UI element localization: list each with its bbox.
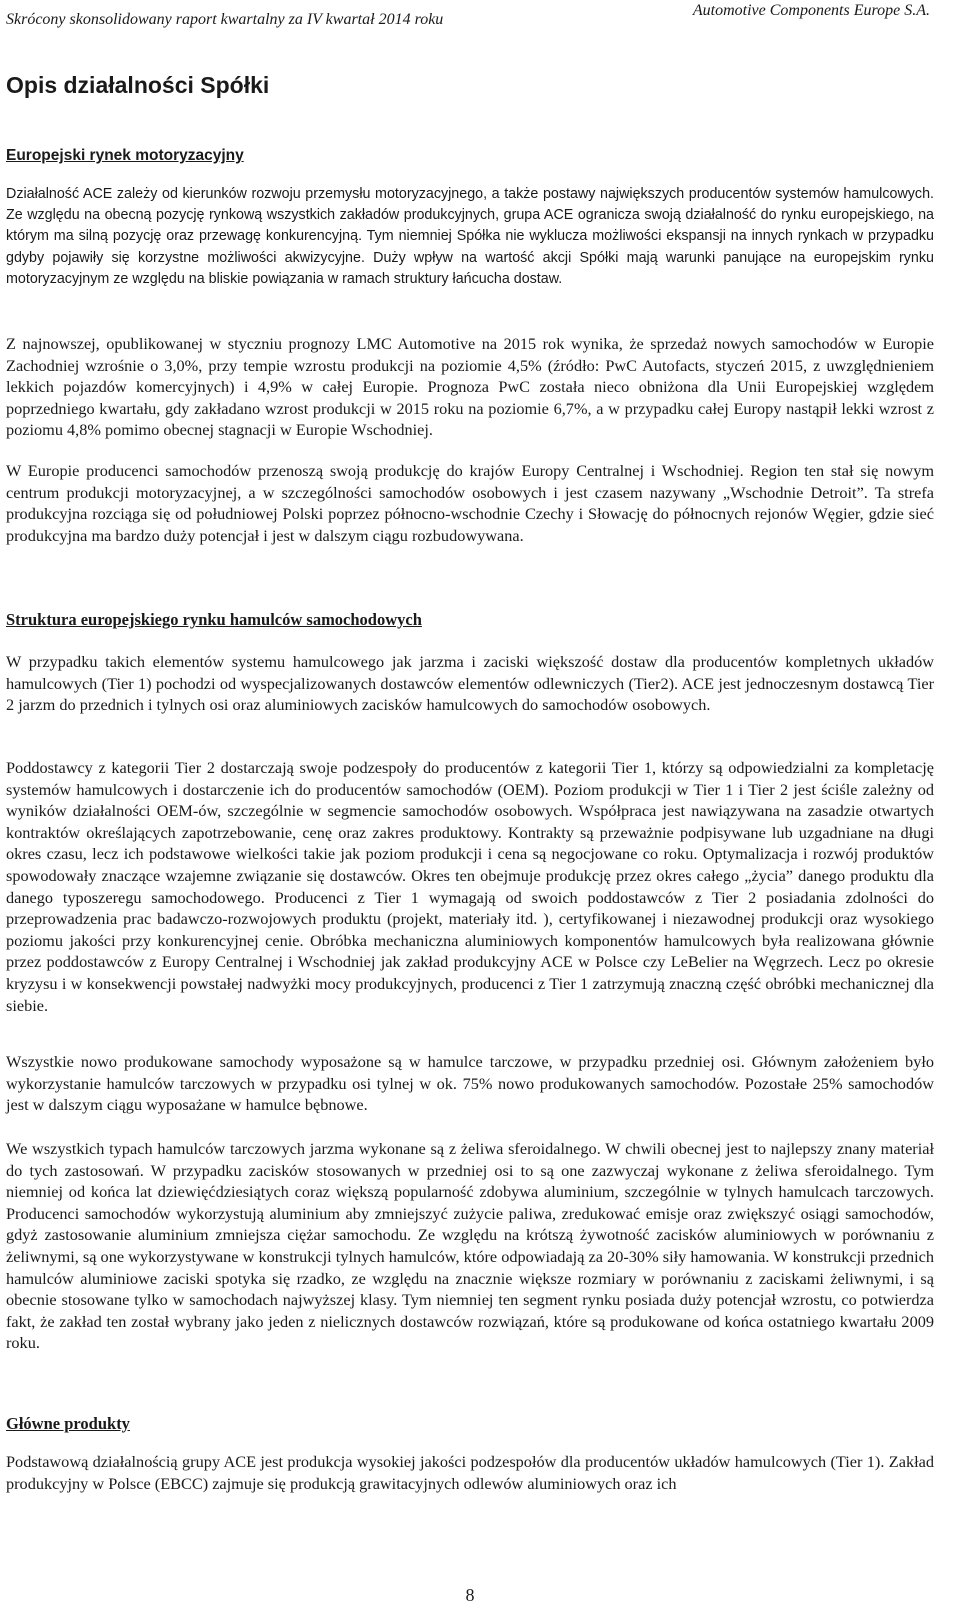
paragraph: W Europie producenci samochodów przenoszą swoją produkcję do krajów Europy Centralnej i Wschodniej. Region ten stał się nowym centrum produkcji motoryzacyjnej, a w szczególności samochodów osobowych i jest czasem nazywany „Wschodnie Detroit”. Ta strefa produkcyjna rozciąga się od południowej Polski poprzez północno-wschodnie Czechy i Słowację do północnych rejonów Węgier, gdzie sieć produkcyjna ma bardzo duży potencjał i jest w dalszym ciągu rozbudowywana. (6, 461, 934, 545)
section-heading-european-market: Europejski rynek motoryzacyjny (6, 147, 244, 164)
paragraph: We wszystkich typach hamulców tarczowych jarzma wykonane są z żeliwa sferoidalnego. W chwili obecnej jest to najlepszy znany materiał do tych zastosowań. W przypadku zacisków stosowanych w przedniej osi to są one zazwyczaj wykonane z żeliwa sferoidalnego. Tym niemniej od końca lat dziewięćdziesiątych coraz większą popularność zdobywa aluminium, szczególnie w tylnych hamulcach tarczowych. Producenci samochodów wykorzystują aluminium aby zmniejszyć zużycie paliwa, zredukować emisje oraz zwiększyć osiągi samochodów, gdyż zastosowanie aluminium zmniejsza ciężar samochodu. Ze względu na krótszą żywotność zacisków aluminiowych w porównaniu z żeliwnymi, są one wykorzystywane w konstrukcji tylnych hamulców, które odpowiadają za 20-30% siły hamowania. W konstrukcji przednich hamulców aluminiowe zaciski spotyka się rzadko, ze względu na znacznie większe rozmiary w porównaniu z zaciskami żeliwnymi, i są obecnie stosowane tylko w samochodach najwyższej klasy. Tym niemniej ten segment rynku posiada duży potencjał wzrostu, co potwierdza fakt, że zakład ten został wybrany jako jeden z nielicznych dostawców rozwiązań, które są produkowane od końca ostatniego kwartału 2009 roku. (6, 1139, 934, 1353)
page-title: Opis działalności Spółki (6, 72, 270, 98)
page-number: 8 (465, 1585, 475, 1605)
report-title-header: Skrócony skonsolidowany raport kwartalny za IV kwartał 2014 roku (6, 11, 444, 28)
paragraph: Poddostawcy z kategorii Tier 2 dostarczają swoje podzespoły do producentów z kategorii Tier 1, którzy są odpowiedzialni za kompletację systemów hamulcowych i dostarczenie ich do producentów samochodów (OEM). Poziom produkcji w Tier 1 i Tier 2 jest ściśle zależny od wyników działalności OEM-ów, szczególnie w segmencie samochodów osobowych. Współpraca jest nawiązywana na zasadzie otwartych kontraktów określających zapotrzebowanie, cenę oraz zakres produktowy. Kontrakty są przeważnie podpisywane lub uzgadniane na długi okres czasu, lecz ich podstawowe wielkości takie jak poziom produkcji i cena są negocjowane co roku. Optymalizacja i rozwój produktów spowodowały znaczące wzajemne związanie się dostawców. Okres ten obejmuje produkcję przez okres całego „życia” danego produktu dla danego typoszeregu samochodowego. Producenci z Tier 1 wymagają od swoich poddostawców z Tier 2 posiadania zdolności do przeprowadzenia prac badawczo-rozwojowych produktu (projekt, materiały itd. ), certyfikowanej i niezawodnej produkcji oraz wysokiego poziomu jakości przy konkurencyjnej cenie. Obróbka mechaniczna aluminiowych komponentów hamulcowych była realizowana głównie przez poddostawców z Europy Centralnej i Wschodniej jak zakład produkcyjny ACE w Polsce czy LeBelier na Węgrzech. Lecz po okresie kryzysu i w konsekwencji powstałej nadwyżki mocy produkcyjnych, producenci z Tier 1 zatrzymują znaczną część obróbki mechanicznej dla siebie. (6, 758, 934, 1015)
paragraph: W przypadku takich elementów systemu hamulcowego jak jarzma i zaciski większość dostaw dla producentów kompletnych układów hamulcowych (Tier 1) pochodzi od wyspecjalizowanych dostawców elementów odlewniczych (Tier2). ACE jest jednoczesnym dostawcą Tier 2 jarzm do przednich i tylnych osi oraz aluminiowych zacisków hamulcowych do samochodów osobowych. (6, 652, 934, 715)
paragraph: Podstawową działalnością grupy ACE jest produkcja wysokiej jakości podzespołów dla producentów układów hamulcowych (Tier 1). Zakład produkcyjny w Polsce (EBCC) zajmuje się produkcją grawitacyjnych odlewów aluminiowych oraz ich (6, 1452, 934, 1493)
section-heading-main-products: Główne produkty (6, 1414, 130, 1433)
paragraph: Działalność ACE zależy od kierunków rozwoju przemysłu motoryzacyjnego, a także postawy największych producentów systemów hamulcowych. Ze względu na obecną pozycję rynkową wszystkich zakładów produkcyjnych, grupa ACE ogranicza swoją działalność do rynku europejskiego, na którym ma silną pozycję oraz przewagę konkurencyjną. Tym niemniej Spółka nie wyklucza możliwości ekspansji na innych rynkach w przypadku gdyby pojawiły się korzystne możliwości akwizycyjne. Duży wpływ na wartość akcji Spółki mają warunki panujące na europejskim rynku motoryzacyjnym ze względu na bliskie powiązania w ramach struktury łańcucha dostaw. (6, 186, 934, 287)
company-name-header: Automotive Components Europe S.A. (692, 2, 930, 19)
section-heading-brake-market-structure: Struktura europejskiego rynku hamulców samochodowych (6, 610, 422, 629)
paragraph: Z najnowszej, opublikowanej w styczniu prognozy LMC Automotive na 2015 rok wynika, że sprzedaż nowych samochodów w Europie Zachodniej wzrośnie o 3,0%, przy tempie wzrostu produkcji na poziomie 4,5% (źródło: PwC Autofacts, styczeń 2015, z uwzględnieniem lekkich pojazdów komercyjnych) i 4,9% w całej Europie. Prognoza PwC została nieco obniżona dla Unii Europejskiej względem poprzedniego kwartału, gdy zakładano wzrost produkcji w 2015 roku na poziomie 6,7%, a w przypadku całej Europy nastąpił lekki wzrost z poziomu 4,8% pomimo obecnej stagnacji w Europie Wschodniej. (6, 334, 934, 440)
paragraph: Wszystkie nowo produkowane samochody wyposażone są w hamulce tarczowe, w przypadku przedniej osi. Głównym założeniem było wykorzystanie hamulców tarczowych w przypadku osi tylnej w ok. 75% nowo produkowanych samochodów. Pozostałe 25% samochodów jest w dalszym ciągu wyposażane w hamulce bębnowe. (6, 1052, 934, 1115)
